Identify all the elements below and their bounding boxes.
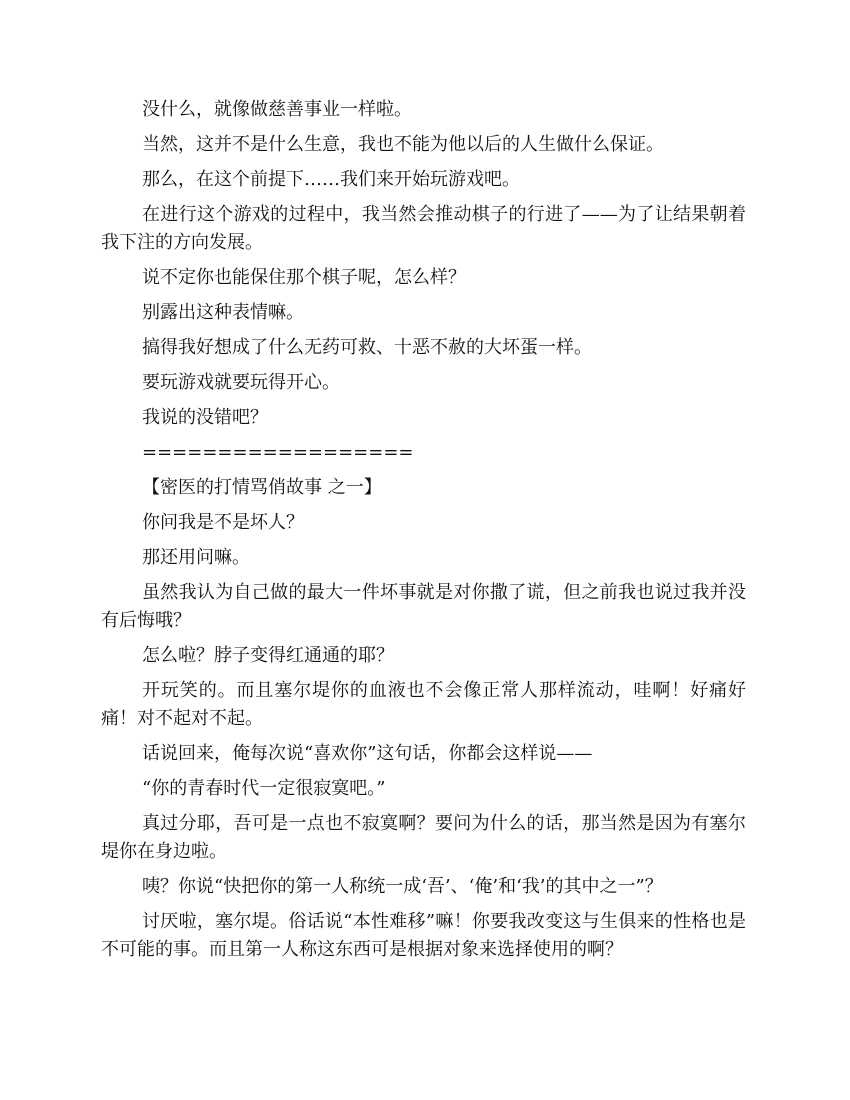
section-heading: 【密医的打情骂俏故事 之一】 — [142, 477, 382, 498]
paragraph: 那么，在这个前提下……我们来开始玩游戏吧。 — [142, 169, 520, 190]
paragraph: 别露出这种表情嘛。 — [142, 302, 304, 323]
paragraph: 怎么啦？脖子变得红通通的耶？ — [142, 645, 394, 666]
paragraph: 当然，这并不是什么生意，我也不能为他以后的人生做什么保证。 — [142, 134, 664, 155]
paragraph: “你的青春时代一定很寂寞吧。” — [142, 778, 386, 799]
paragraph: 咦？你说“快把你的第一人称统一成‘吾’、‘俺’和‘我’的其中之一”？ — [142, 876, 663, 897]
paragraph: 在进行这个游戏的过程中，我当然会推动棋子的行进了——为了让结果朝着我下注的方向发展。 — [101, 204, 746, 253]
paragraph: 要玩游戏就要玩得开心。 — [142, 372, 340, 393]
paragraph: 你问我是不是坏人？ — [142, 512, 304, 533]
paragraph: 搞得我好想成了什么无药可救、十恶不赦的大坏蛋一样。 — [142, 337, 592, 358]
paragraph: 那还用问嘛。 — [142, 547, 250, 568]
paragraph: 说不定你也能保住那个棋子呢，怎么样？ — [142, 267, 466, 288]
paragraph: 我说的没错吧？ — [142, 407, 268, 428]
paragraph: 话说回来，俺每次说“喜欢你”这句话，你都会这样说—— — [142, 743, 593, 764]
paragraph: 虽然我认为自己做的最大一件坏事就是对你撒了谎，但之前我也说过我并没有后悔哦？ — [101, 582, 746, 631]
paragraph: 开玩笑的。而且塞尔堤你的血液也不会像正常人那样流动，哇啊！好痛好痛！对不起对不起。 — [101, 680, 746, 729]
paragraph: 真过分耶，吾可是一点也不寂寞啊？要问为什么的话，那当然是因为有塞尔堤你在身边啦。 — [101, 813, 746, 862]
paragraph: 讨厌啦，塞尔堤。俗话说“本性难移”嘛！你要我改变这与生俱来的性格也是不可能的事。而且第一人称这东西可是根据对象来选择使用的啊？ — [101, 911, 746, 960]
body-text — [101, 96, 746, 971]
section-separator: ================== — [142, 442, 414, 463]
paragraph: 没什么，就像做慈善事业一样啦。 — [142, 99, 412, 120]
